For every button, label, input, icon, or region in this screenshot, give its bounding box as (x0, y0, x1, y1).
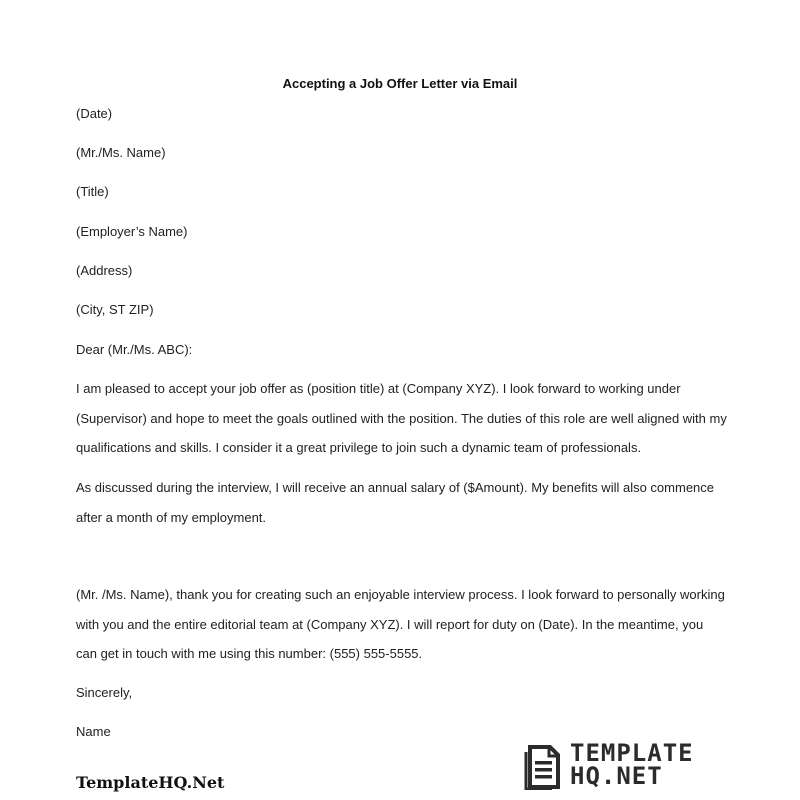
site-watermark-text: TemplateHQ.Net (76, 773, 225, 792)
address-line-city: (City, ST ZIP) (76, 302, 154, 317)
address-line-title: (Title) (76, 184, 109, 199)
body-paragraph-3: (Mr. /Ms. Name), thank you for creating such an enjoyable interview process. I look forward to personally working with you and the entire editorial team at (Company XYZ). I will report for duty on (Date). In the meantime, you can get in touch with me using this number: (555) 555-5555. (76, 587, 725, 661)
address-line-address: (Address) (76, 263, 133, 278)
body-paragraph-1: I am pleased to accept your job offer as (position title) at (Company XYZ). I look forward to working under (Supervisor) and hope to meet the goals outlined with the position. The duties of this role are well aligned with my qualifications and skills. I consider it a great privilege to join such a dynamic team of professionals. (76, 381, 727, 455)
body-paragraph-2: As discussed during the interview, I will receive an annual salary of ($Amount). My benefits will also commence after a month of my employment. (76, 480, 715, 525)
address-line-date: (Date) (76, 106, 113, 121)
document-title: Accepting a Job Offer Letter via Email (282, 76, 518, 91)
logo-line-hqnet: HQ.NET (570, 762, 663, 790)
templatehq-logo (524, 739, 724, 794)
closing: Sincerely, (76, 685, 133, 700)
salutation: Dear (Mr./Ms. ABC): (76, 342, 193, 357)
document-icon (524, 744, 564, 790)
address-line-recipient: (Mr./Ms. Name) (76, 145, 166, 160)
logo-line-template: TEMPLATE (570, 739, 694, 767)
address-line-employer: (Employer’s Name) (76, 224, 188, 239)
logo-wordmark (570, 739, 694, 790)
signature: Name (76, 724, 111, 739)
